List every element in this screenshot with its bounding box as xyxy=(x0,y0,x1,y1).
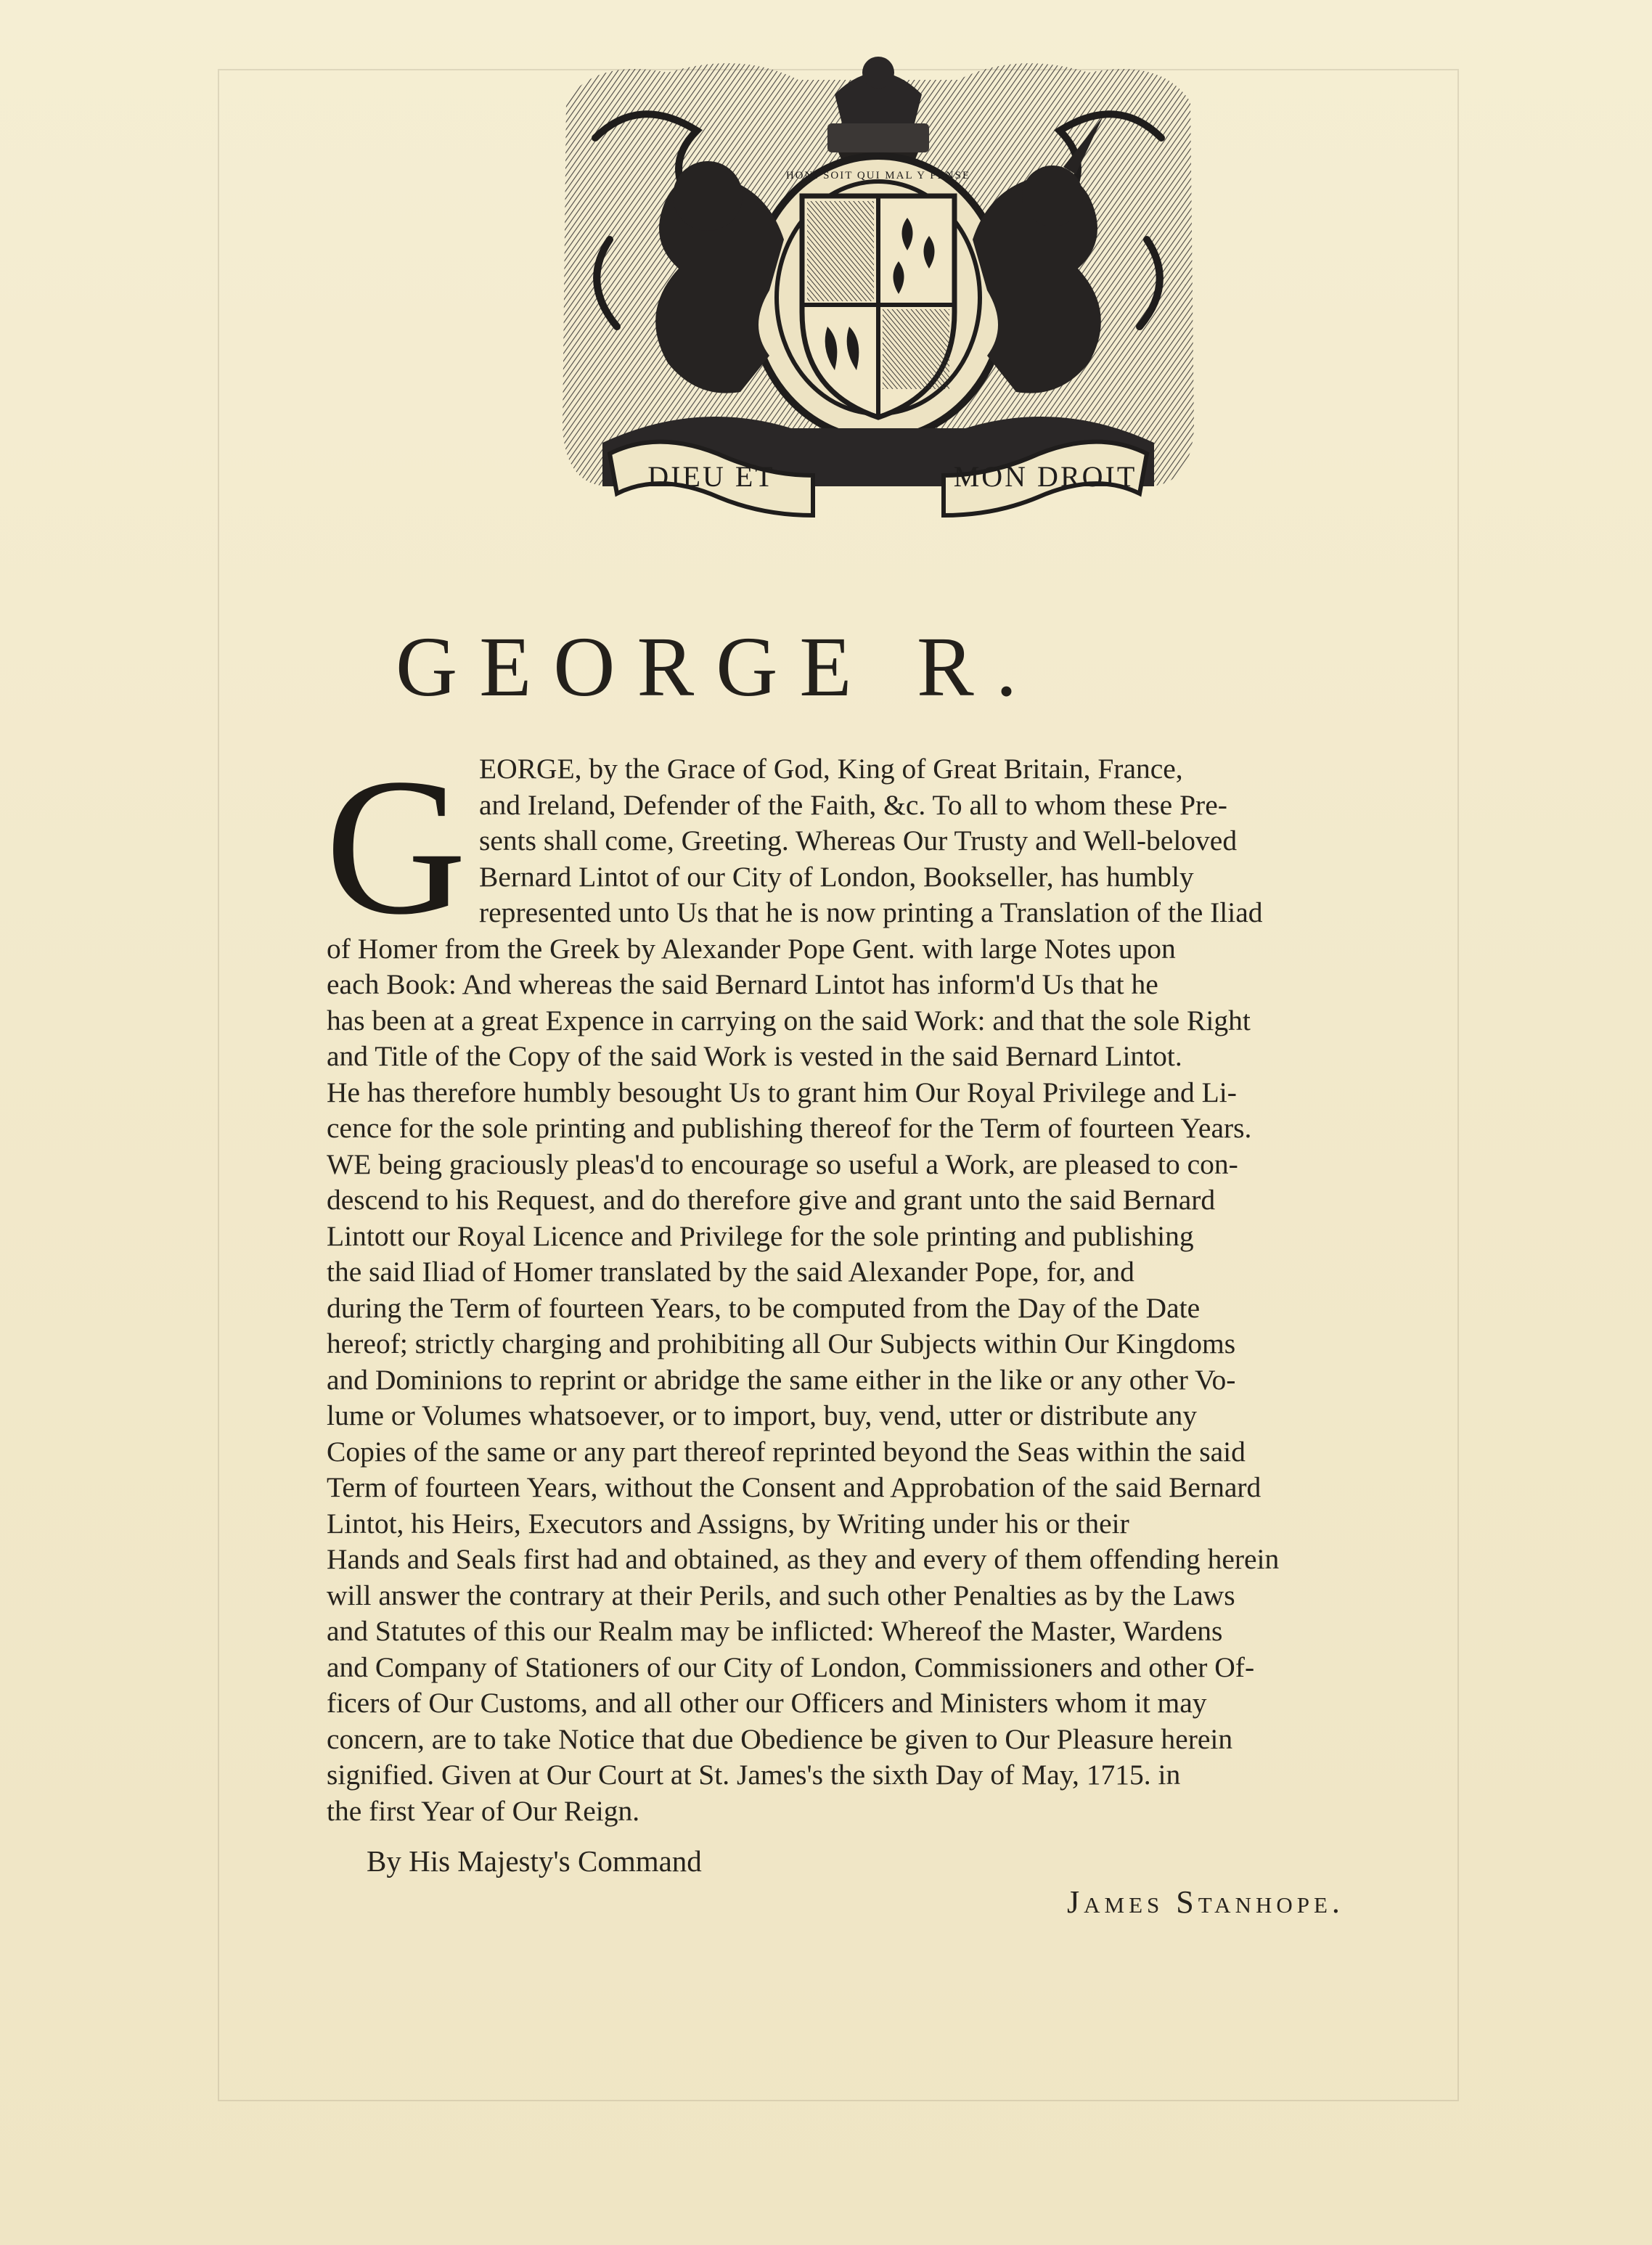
page-title: GEORGE R. xyxy=(396,619,1039,714)
text-line: Lintot, his Heirs, Executors and Assigns, by Writing under his or their xyxy=(327,1507,1129,1539)
text-line: Hands and Seals first had and obtained, as they and every of them offending herein xyxy=(327,1543,1280,1575)
text-line: signified. Given at Our Court at St. James's the sixth Day of May, 1715. in xyxy=(327,1759,1181,1791)
text-line: descend to his Request, and do therefore give and grant unto the said Bernard xyxy=(327,1184,1216,1216)
text-line: concern, are to take Notice that due Obedience be given to Our Pleasure herein xyxy=(327,1722,1233,1755)
text-line: has been at a great Expence in carrying on the said Work: and that the sole Right xyxy=(327,1004,1251,1036)
text-line: the first Year of Our Reign. xyxy=(327,1794,640,1827)
text-line: WE being graciously pleas'd to encourage so useful a Work, are pleased to con- xyxy=(327,1148,1238,1180)
text-line: Copies of the same or any part thereof reprinted beyond the Seas within the said xyxy=(327,1435,1246,1468)
motto-left-text: DIEU ET xyxy=(647,460,775,493)
text-line: Lintott our Royal Licence and Privilege for the sole printing and publishing xyxy=(327,1219,1194,1252)
signatory-name: James Stanhope. xyxy=(1067,1884,1344,1920)
royal-coat-of-arms-icon xyxy=(552,51,1205,552)
text-line: Bernard Lintot of our City of London, Bookseller, has humbly xyxy=(479,860,1194,893)
text-line: hereof; strictly charging and prohibiting all Our Subjects within Our Kingdoms xyxy=(327,1328,1236,1359)
by-command-line: By His Majesty's Command xyxy=(367,1844,702,1878)
licence-body-text xyxy=(325,738,1484,1829)
text-line: He has therefore humbly besought Us to grant him Our Royal Privilege and Li- xyxy=(327,1076,1237,1108)
text-line: EORGE, by the Grace of God, King of Great Britain, France, xyxy=(479,753,1183,785)
text-line: during the Term of fourteen Years, to be computed from the Day of the Date xyxy=(327,1291,1201,1324)
text-line: sents shall come, Greeting. Whereas Our Trusty and Well-beloved xyxy=(479,825,1238,856)
text-line: and Dominions to reprint or abridge the same either in the like or any other Vo- xyxy=(327,1363,1236,1396)
text-line: and Ireland, Defender of the Faith, &c. To all to whom these Pre- xyxy=(479,788,1227,821)
text-line: and Company of Stationers of our City of London, Commissioners and other Of- xyxy=(327,1651,1255,1683)
text-line: lume or Volumes whatsoever, or to import, buy, vend, utter or distribute any xyxy=(327,1399,1197,1431)
drop-cap-letter: G xyxy=(325,738,467,955)
garter-motto-text: HONI SOIT QUI MAL Y PENSE xyxy=(785,170,971,181)
text-line: and Title of the Copy of the said Work is vested in the said Bernard Lintot. xyxy=(327,1040,1182,1072)
text-line: ficers of Our Customs, and all other our Officers and Ministers whom it may xyxy=(327,1687,1207,1719)
text-line: of Homer from the Greek by Alexander Pope Gent. with large Notes upon xyxy=(327,932,1176,965)
text-line: and Statutes of this our Realm may be inflicted: Whereof the Master, Wardens xyxy=(327,1615,1223,1647)
text-line: the said Iliad of Homer translated by the said Alexander Pope, for, and xyxy=(327,1256,1134,1288)
text-line: each Book: And whereas the said Bernard Lintot has inform'd Us that he xyxy=(327,968,1158,1000)
text-line: Term of fourteen Years, without the Consent and Approbation of the said Bernard xyxy=(327,1471,1262,1503)
motto-right-text: MON DROIT xyxy=(953,460,1137,493)
text-line: represented unto Us that he is now printing a Translation of the Iliad xyxy=(479,896,1263,928)
text-line: will answer the contrary at their Perils, and such other Penalties as by the Laws xyxy=(327,1579,1235,1611)
text-line: cence for the sole printing and publishing thereof for the Term of fourteen Years. xyxy=(327,1112,1252,1144)
